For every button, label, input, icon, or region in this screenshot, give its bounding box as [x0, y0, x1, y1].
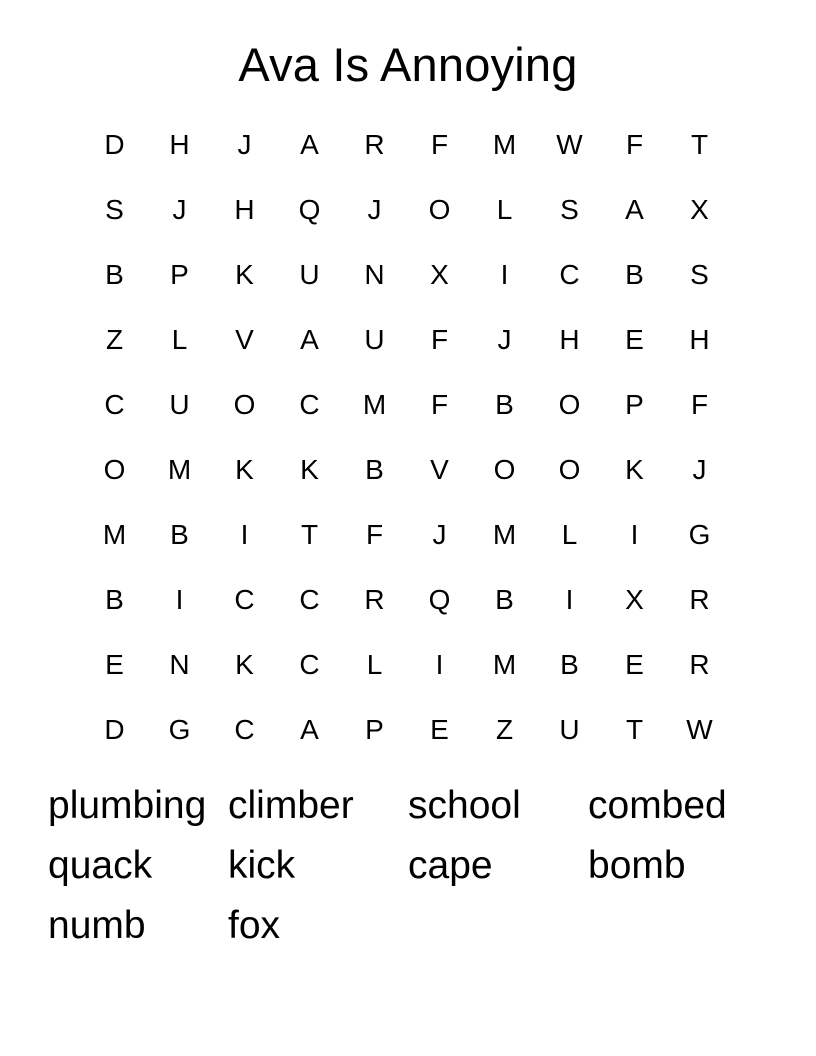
- grid-cell: K: [300, 453, 319, 485]
- grid-cell: F: [430, 388, 449, 420]
- grid-cell: B: [105, 258, 124, 290]
- grid-cell: N: [364, 258, 385, 290]
- word-list-item: numb: [48, 904, 146, 947]
- grid-cell: Q: [428, 583, 451, 615]
- grid-cell: I: [565, 583, 574, 615]
- grid-cell: I: [500, 258, 509, 290]
- grid-cell: O: [493, 453, 516, 485]
- word-list-item: kick: [228, 844, 296, 887]
- grid-cell: K: [235, 258, 254, 290]
- grid-cell: D: [104, 128, 125, 160]
- grid-cell: B: [170, 518, 189, 550]
- grid-cell: B: [625, 258, 644, 290]
- grid-cell: M: [167, 453, 192, 485]
- word-list-item: plumbing: [48, 784, 207, 827]
- grid-cell: W: [556, 128, 583, 160]
- grid-cell: P: [625, 388, 644, 420]
- grid-cell: H: [559, 323, 580, 355]
- grid-cell: L: [366, 648, 383, 680]
- grid-cell: I: [630, 518, 639, 550]
- grid-cell: E: [625, 323, 644, 355]
- grid-cell: Q: [298, 193, 321, 225]
- grid-cell: A: [300, 713, 319, 745]
- grid-cell: B: [495, 388, 514, 420]
- grid-cell: G: [688, 518, 711, 550]
- word-list-item: bomb: [588, 844, 686, 887]
- grid-cell: S: [560, 193, 579, 225]
- grid-cell: C: [234, 713, 255, 745]
- grid-cell: T: [625, 713, 644, 745]
- grid-cell: I: [435, 648, 444, 680]
- grid-cell: F: [365, 518, 384, 550]
- grid-cell: U: [299, 258, 320, 290]
- grid-cell: L: [496, 193, 513, 225]
- grid-cell: O: [428, 193, 451, 225]
- grid-cell: F: [625, 128, 644, 160]
- grid-cell: H: [234, 193, 255, 225]
- grid-cell: X: [690, 193, 709, 225]
- grid-cell: R: [689, 583, 710, 615]
- grid-cell: J: [432, 518, 447, 550]
- grid-cell: F: [430, 128, 449, 160]
- grid-cell: S: [690, 258, 709, 290]
- grid-cell: J: [367, 193, 382, 225]
- grid-cell: C: [299, 583, 320, 615]
- grid-cell: O: [103, 453, 126, 485]
- grid-cell: N: [169, 648, 190, 680]
- word-list-item: school: [408, 784, 521, 827]
- grid-cell: A: [300, 323, 319, 355]
- grid-cell: B: [495, 583, 514, 615]
- grid-cell: C: [104, 388, 125, 420]
- word-list-item: quack: [48, 844, 153, 887]
- grid-cell: R: [364, 583, 385, 615]
- letter-grid: [82, 112, 732, 762]
- grid-cell: T: [300, 518, 319, 550]
- word-list-item: climber: [228, 784, 354, 827]
- grid-cell: I: [175, 583, 184, 615]
- word-list-item: cape: [408, 844, 493, 887]
- grid-cell: V: [430, 453, 449, 485]
- grid-cell: C: [234, 583, 255, 615]
- grid-cell: I: [240, 518, 249, 550]
- grid-cell: J: [237, 128, 252, 160]
- grid-cell: R: [689, 648, 710, 680]
- grid-cell: O: [558, 388, 581, 420]
- word-list: [48, 776, 768, 956]
- grid-cell: H: [689, 323, 710, 355]
- grid-cell: K: [625, 453, 644, 485]
- grid-cell: J: [692, 453, 707, 485]
- word-list-item: fox: [228, 904, 281, 947]
- grid-cell: C: [299, 388, 320, 420]
- grid-cell: E: [105, 648, 124, 680]
- grid-cell: S: [105, 193, 124, 225]
- page-title: Ava Is Annoying: [238, 38, 578, 91]
- grid-cell: H: [169, 128, 190, 160]
- grid-cell: A: [625, 193, 644, 225]
- grid-cell: B: [560, 648, 579, 680]
- grid-cell: J: [172, 193, 187, 225]
- grid-cell: X: [625, 583, 644, 615]
- grid-cell: W: [686, 713, 713, 745]
- grid-cell: B: [365, 453, 384, 485]
- grid-cell: D: [104, 713, 125, 745]
- word-list-item: combed: [588, 784, 727, 827]
- grid-cell: C: [299, 648, 320, 680]
- grid-cell: F: [430, 323, 449, 355]
- grid-cell: M: [492, 518, 517, 550]
- grid-cell: M: [102, 518, 127, 550]
- grid-cell: G: [168, 713, 191, 745]
- grid-cell: Z: [495, 713, 514, 745]
- grid-cell: J: [497, 323, 512, 355]
- grid-cell: A: [300, 128, 319, 160]
- grid-cell: C: [559, 258, 580, 290]
- grid-cell: F: [690, 388, 709, 420]
- grid-cell: E: [625, 648, 644, 680]
- grid-cell: K: [235, 648, 254, 680]
- grid-cell: P: [170, 258, 189, 290]
- grid-cell: L: [171, 323, 188, 355]
- grid-cell: U: [559, 713, 580, 745]
- grid-cell: M: [362, 388, 387, 420]
- grid-cell: M: [492, 128, 517, 160]
- grid-cell: U: [169, 388, 190, 420]
- grid-cell: O: [558, 453, 581, 485]
- grid-cell: K: [235, 453, 254, 485]
- grid-cell: X: [430, 258, 449, 290]
- grid-cell: T: [690, 128, 709, 160]
- grid-cell: R: [364, 128, 385, 160]
- grid-cell: M: [492, 648, 517, 680]
- grid-cell: U: [364, 323, 385, 355]
- grid-cell: L: [561, 518, 578, 550]
- grid-cell: O: [233, 388, 256, 420]
- grid-cell: V: [235, 323, 254, 355]
- grid-cell: B: [105, 583, 124, 615]
- grid-cell: Z: [105, 323, 124, 355]
- grid-cell: E: [430, 713, 449, 745]
- grid-cell: P: [365, 713, 384, 745]
